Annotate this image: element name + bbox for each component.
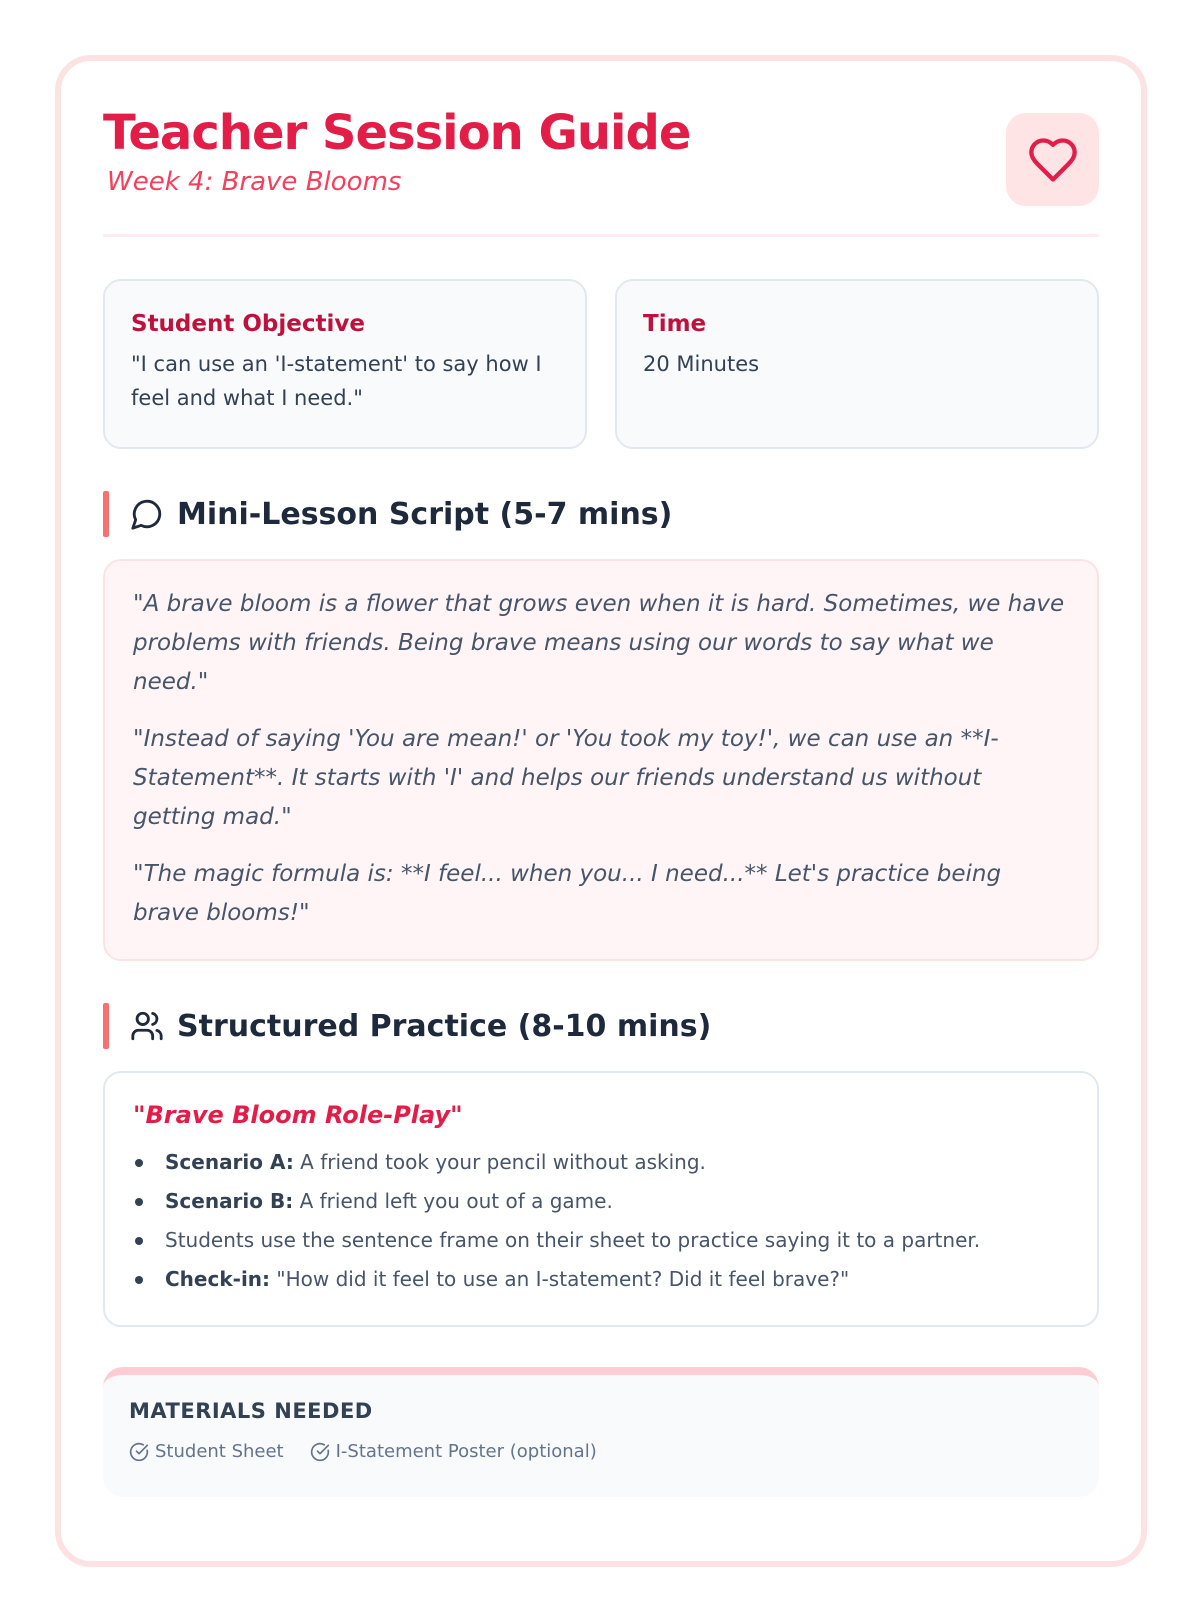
check-circle-icon: [129, 1442, 149, 1462]
activity-title: "Brave Bloom Role-Play": [133, 1101, 463, 1129]
objective-label: Student Objective: [131, 311, 365, 337]
materials-title: MATERIALS NEEDED: [129, 1399, 373, 1423]
item-text: Students use the sentence frame on their sheet to practice saying it to a partner.: [165, 1228, 981, 1252]
material-item: [310, 1441, 597, 1462]
session-guide-card: [55, 55, 1147, 1567]
practice-heading: [103, 1003, 1099, 1049]
item-label: Check-in:: [165, 1267, 271, 1291]
check-circle-icon: [310, 1442, 330, 1462]
objective-box: [103, 279, 587, 449]
heart-badge: [1006, 113, 1099, 206]
bullet: [135, 1159, 143, 1167]
list-item: [133, 1143, 1069, 1182]
guide-header: [103, 105, 1099, 237]
mini-lesson-title: Mini-Lesson Script (5-7 mins): [177, 496, 673, 532]
script-paragraph: "The magic formula is: **I feel... when you... I need...** Let's practice being brave blooms!": [133, 861, 1002, 926]
page-subtitle: Week 4: Brave Blooms: [107, 167, 402, 197]
material-item: [129, 1441, 284, 1462]
heart-icon: [1027, 134, 1079, 186]
objective-text: "I can use an 'I-statement' to say how I feel and what I need.": [131, 352, 542, 410]
script-paragraph: "A brave bloom is a flower that grows even when it is hard. Sometimes, we have problems with friends. Being brave means using our words to say what we need.": [133, 591, 1065, 695]
materials-list: [129, 1441, 1073, 1462]
practice-box: [103, 1071, 1099, 1327]
material-label: I-Statement Poster (optional): [335, 1441, 597, 1462]
item-text: A friend took your pencil without asking.: [293, 1150, 706, 1174]
section-accent-bar: [103, 491, 109, 537]
section-accent-bar: [103, 1003, 109, 1049]
materials-panel: [103, 1367, 1099, 1497]
list-item: [133, 1221, 1069, 1260]
time-text: 20 Minutes: [643, 352, 760, 376]
material-label: Student Sheet: [155, 1441, 284, 1462]
item-text: "How did it feel to use an I-statement? Did it feel brave?": [270, 1267, 850, 1291]
bullet: [135, 1276, 143, 1284]
list-item: [133, 1182, 1069, 1221]
users-icon: [129, 1008, 165, 1044]
time-label: Time: [643, 311, 707, 337]
time-box: [615, 279, 1099, 449]
script-paragraph: "Instead of saying 'You are mean!' or 'You took my toy!', we can use an **I-Statement**. It starts with 'I' and helps our friends understand us without getting mad.": [133, 726, 999, 830]
practice-title: Structured Practice (8-10 mins): [177, 1008, 712, 1044]
page-title: Teacher Session Guide: [103, 105, 691, 161]
mini-lesson-heading: [103, 491, 1099, 537]
info-row: [103, 279, 1099, 449]
item-label: Scenario A:: [165, 1150, 294, 1174]
script-box: [103, 559, 1099, 961]
speech-bubble-icon: [129, 496, 165, 532]
list-item: [133, 1260, 1069, 1299]
item-text: A friend left you out of a game.: [293, 1189, 613, 1213]
practice-list: [133, 1143, 1069, 1299]
bullet: [135, 1237, 143, 1245]
bullet: [135, 1198, 143, 1206]
item-label: Scenario B:: [165, 1189, 294, 1213]
